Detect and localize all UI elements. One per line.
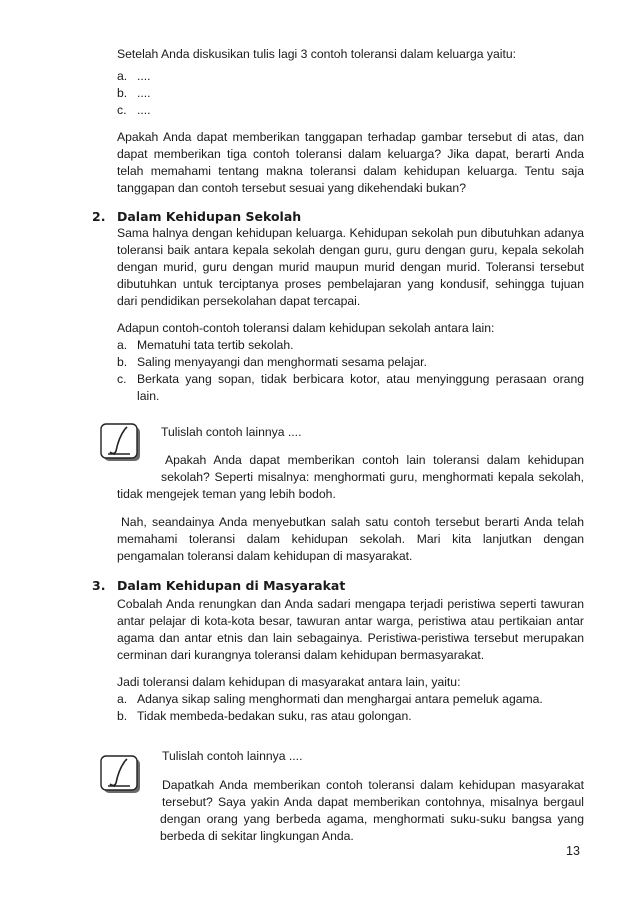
closing-line: Nah, seandainya Anda menyebutkan salah satu contoh tersebut berarti Anda telah bbox=[121, 515, 584, 529]
paragraph-line: agama dan antar etnis dan lain sebagainya. Peristiwa-peristiwa tersebut merupakan bbox=[117, 631, 584, 645]
section-title: Dalam Kehidupan di Masyarakat bbox=[117, 578, 346, 593]
list-item: Saling menyayangi dan menghormati sesama pelajar. bbox=[137, 355, 427, 369]
list-item: .... bbox=[137, 69, 151, 83]
paragraph-line: tanggapan dan contoh tersebut sesuai yang dikehendaki bukan? bbox=[117, 181, 466, 195]
list-intro: Adapun contoh-contoh toleransi dalam kehidupan sekolah antara lain: bbox=[117, 321, 495, 335]
task-line: tersebut? Saya yakin Anda dapat memberikan contohnya, misalnya bergaul bbox=[162, 795, 584, 809]
list-item: Tidak membeda-bedakan suku, ras atau golongan. bbox=[137, 709, 412, 723]
list-item: .... bbox=[137, 86, 151, 100]
list-item: Berkata yang sopan, tidak berbicara kotor, atau menyinggung perasaan orang bbox=[137, 372, 584, 386]
task-title: Tulislah contoh lainnya .... bbox=[162, 749, 303, 763]
task-line: berbeda di sekitar lingkungan Anda. bbox=[160, 829, 354, 843]
paragraph-line: Sama halnya dengan kehidupan keluarga. Kehidupan sekolah pun dibutuhkan adanya bbox=[117, 226, 584, 240]
list-label: a. bbox=[117, 692, 128, 706]
paragraph-line: toleransi baik antara kepala sekolah dengan guru, guru dengan guru, kepala sekolah bbox=[117, 243, 584, 257]
paragraph-line: telah memahami tentang makna toleransi dalam kehidupan keluarga. Tentu saja bbox=[117, 164, 584, 178]
list-label: c. bbox=[117, 372, 127, 386]
task-line: Dapatkah Anda memberikan contoh toleransi dalam kehidupan masyarakat bbox=[162, 778, 584, 792]
paragraph-line: cerminan dari kurangnya toleransi dalam kehidupan bermasyarakat. bbox=[117, 648, 485, 662]
section-number: 3. bbox=[92, 578, 106, 593]
list-label: c. bbox=[117, 103, 127, 117]
list-item: Adanya sikap saling menghormati dan menghargai antara pemeluk agama. bbox=[137, 692, 543, 706]
pen-writing-icon bbox=[100, 423, 142, 463]
section-title: Dalam Kehidupan Sekolah bbox=[117, 209, 302, 224]
list-item: Mematuhi tata tertib sekolah. bbox=[137, 338, 294, 352]
task-line: Apakah Anda dapat memberikan contoh lain toleransi dalam kehidupan bbox=[165, 453, 584, 467]
task-line: sekolah? Seperti misalnya: menghormati guru, menghormati kepala sekolah, bbox=[161, 470, 584, 484]
task-line: tidak mengejek teman yang lebih bodoh. bbox=[117, 487, 336, 501]
list-item: .... bbox=[137, 103, 151, 117]
paragraph-line: antar pelajar di kota-kota besar, tawuran antar warga, peristiwa atau pertikaian antar bbox=[117, 614, 584, 628]
list-label: a. bbox=[117, 338, 128, 352]
list-intro: Jadi toleransi dalam kehidupan di masyarakat antara lain, yaitu: bbox=[117, 675, 461, 689]
list-label: a. bbox=[117, 69, 128, 83]
closing-line: pengamalan toleransi dalam kehidupan di masyarakat. bbox=[117, 549, 413, 563]
paragraph-line: Apakah Anda dapat memberikan tanggapan terhadap gambar tersebut di atas, dan bbox=[117, 130, 584, 144]
list-label: b. bbox=[117, 355, 128, 369]
section-number: 2. bbox=[92, 209, 106, 224]
paragraph-line: dibutuhkan untuk terciptanya proses pembelajaran yang kondusif, sehingga tujuan bbox=[117, 277, 584, 291]
intro-line: Setelah Anda diskusikan tulis lagi 3 contoh toleransi dalam keluarga yaitu: bbox=[117, 47, 517, 61]
task-line: dengan orang yang berbeda agama, menghormati suku-suku bangsa yang bbox=[160, 812, 584, 826]
paragraph-line: Cobalah Anda renungkan dan Anda sadari mengapa terjadi peristiwa seperti tawuran bbox=[117, 597, 584, 611]
paragraph-line: dengan murid, guru dengan murid maupun murid dengan murid. Toleransi tersebut bbox=[117, 260, 584, 274]
pen-writing-icon bbox=[100, 755, 142, 795]
list-label: b. bbox=[117, 86, 128, 100]
list-label: b. bbox=[117, 709, 128, 723]
page-number: 13 bbox=[566, 844, 580, 858]
task-title: Tulislah contoh lainnya .... bbox=[161, 425, 302, 439]
list-item-continued: lain. bbox=[137, 389, 160, 403]
paragraph-line: dapat memberikan tiga contoh toleransi dalam keluarga? Jika dapat, berarti Anda bbox=[117, 147, 584, 161]
closing-line: memahami toleransi dalam kehidupan sekolah. Mari kita lanjutkan dengan bbox=[117, 532, 584, 546]
paragraph-line: dari pendidikan persekolahan dapat tercapai. bbox=[117, 294, 361, 308]
